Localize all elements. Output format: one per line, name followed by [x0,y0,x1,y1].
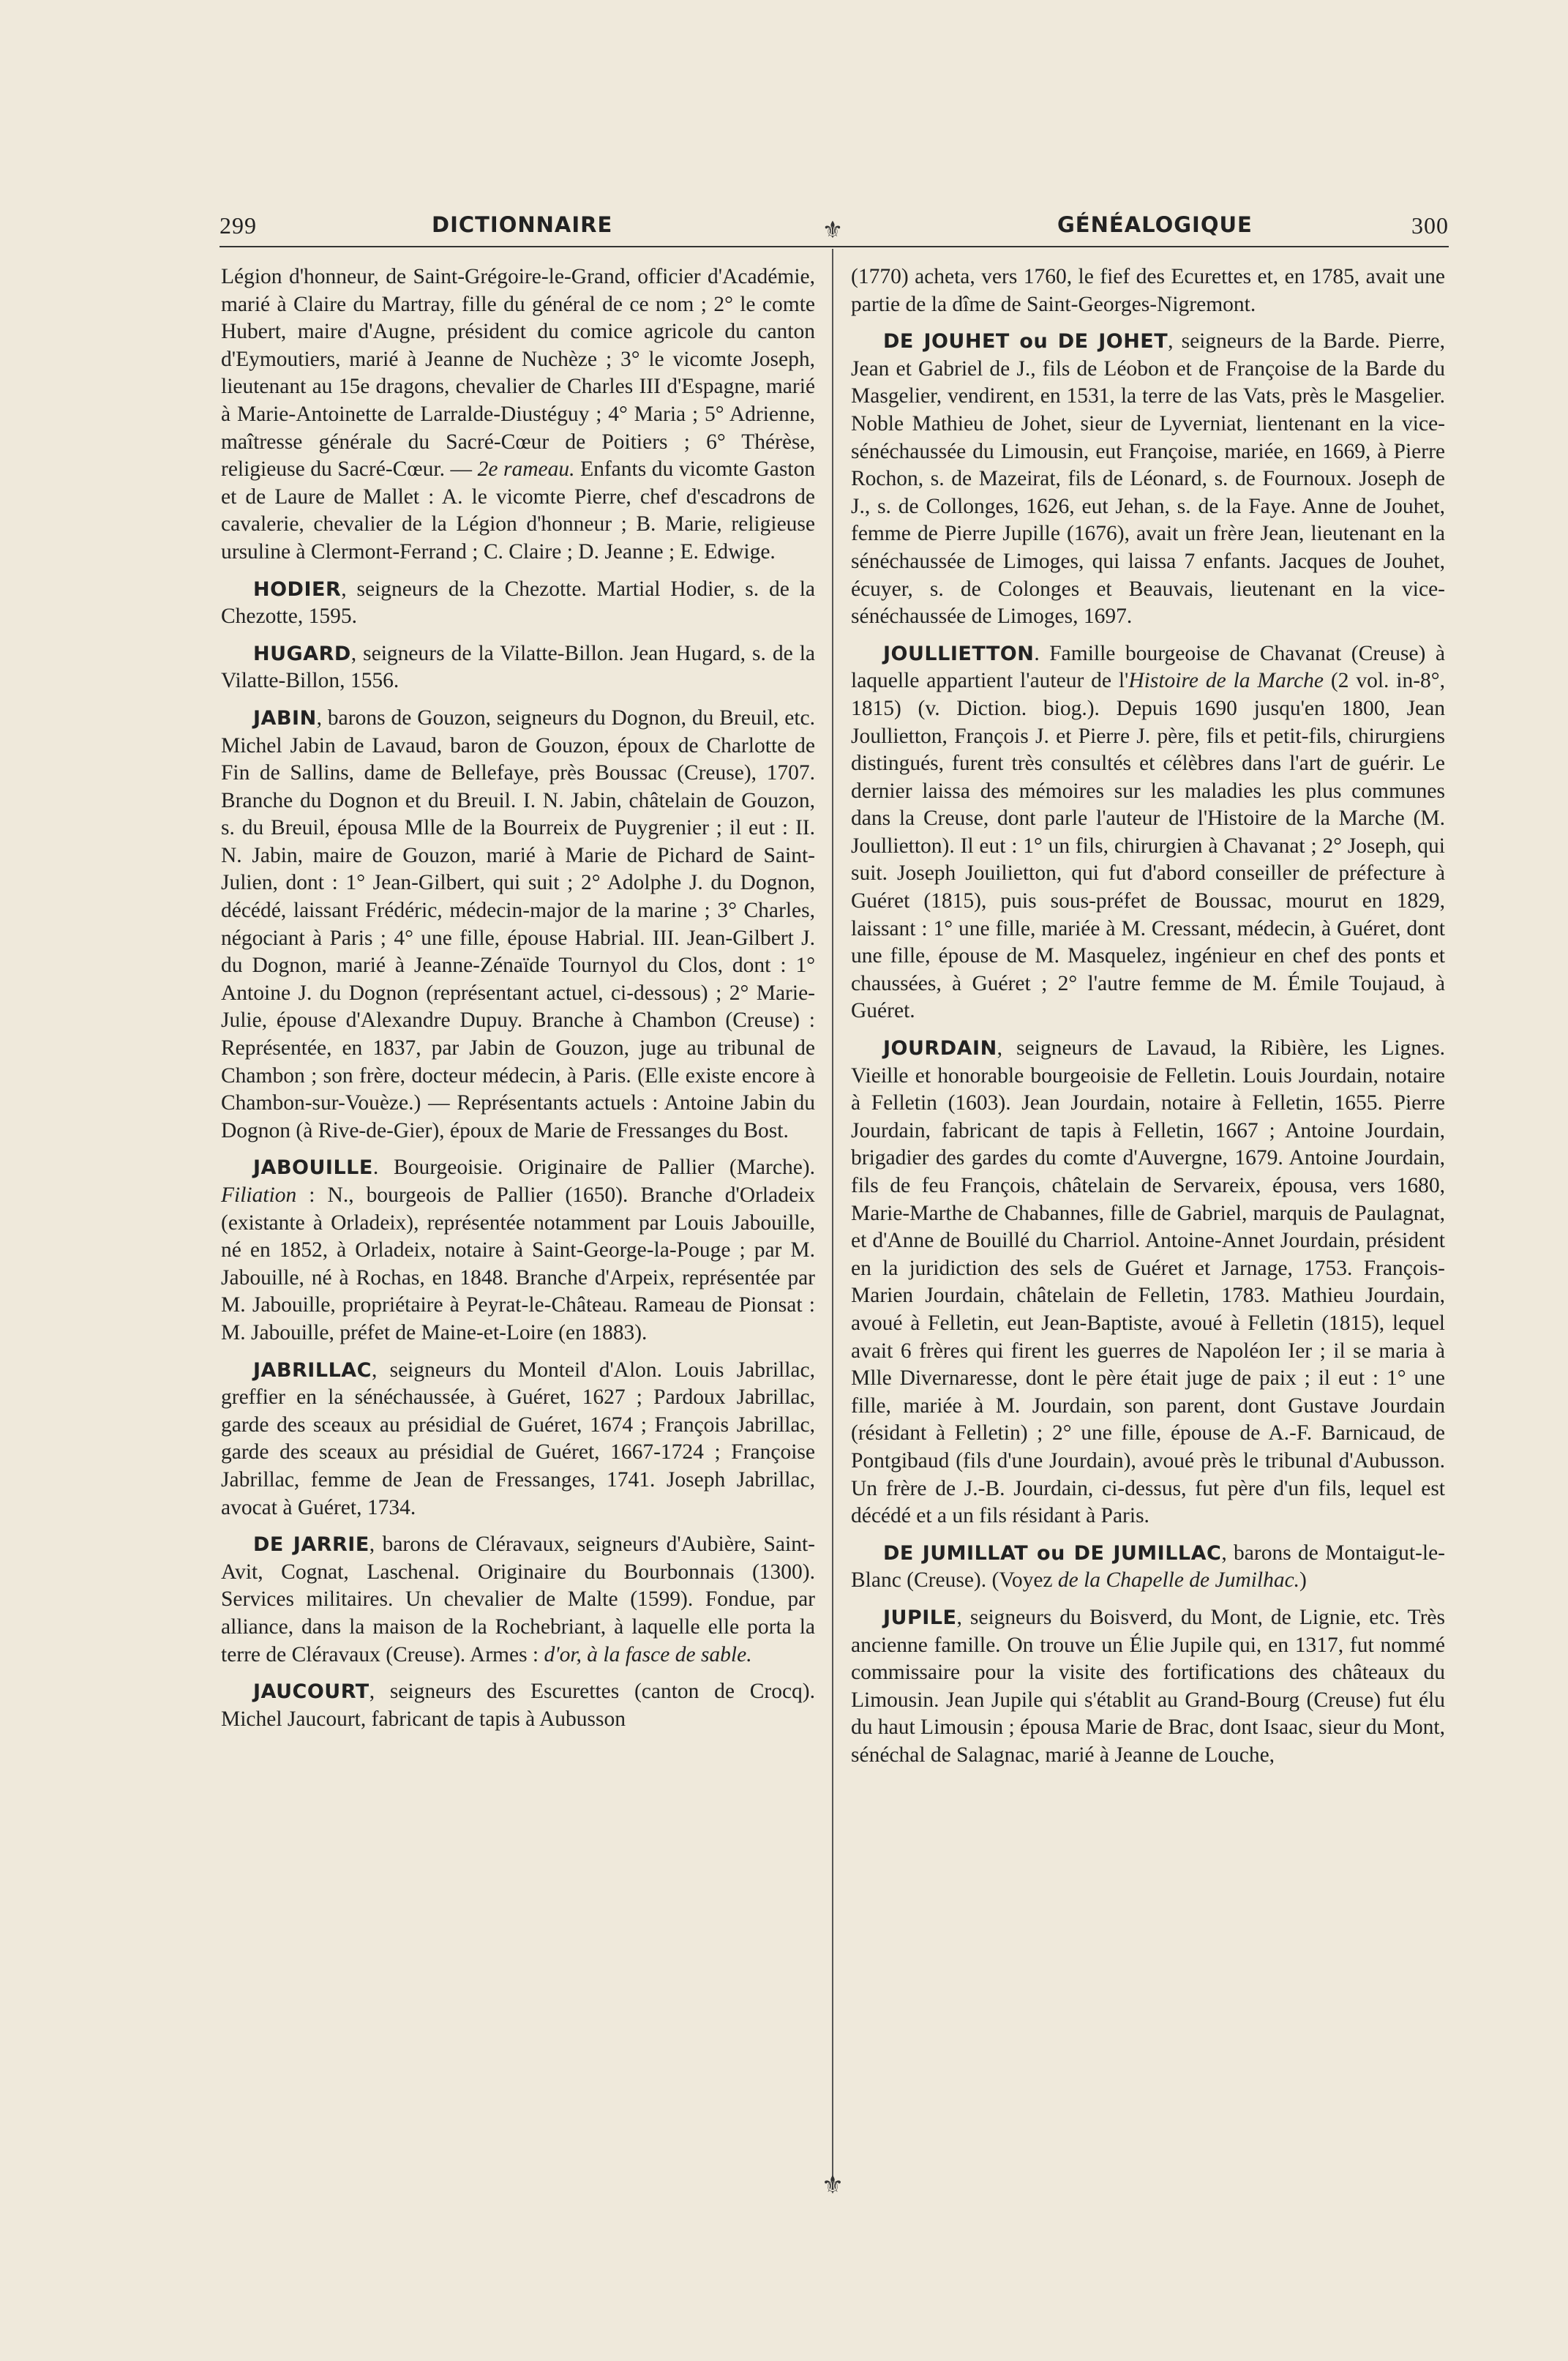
dictionary-entry [221,1357,815,1522]
entry-text: , seigneurs de la Chezotte. Martial Hodier, s. de la Chezotte, 1595. [221,577,815,629]
running-title-right: GÉNÉALOGIQUE [1057,212,1253,237]
bottom-ornament-icon: ⚜ [821,2171,844,2200]
entry-headword: JABRILLAC [253,1358,372,1382]
left-column [221,263,815,1743]
entry-italic-text: de la Chapelle de Jumilhac. [1057,1568,1300,1593]
entry-headword: DE JOUHET ou DE JOHET [883,330,1169,353]
entry-headword: JABOUILLE [253,1156,373,1180]
dictionary-entry [221,1154,815,1347]
fleur-de-lis-ornament-icon: ⚜ [822,216,844,244]
entry-italic-text: 2e rameau. [477,457,575,482]
entry-text: Légion d'honneur, de Saint-Grégoire-le-Grand, officier d'Académie, marié à Claire du Martray, fille du général de ce nom ; 2° le comte Hubert, maire d'Augne, président du comice agricole du canton d'Eymoutiers, marié à Jeanne de Nuchèze ; 3° le vicomte Joseph, lieutenant au 15e dragons, chevalier de Charles III d'Espagne, marié à Marie-Antoinette de Larralde-Diustéguy ; 4° Maria ; 5° Adrienne, maîtresse générale du Sacré-Cœur de Poitiers ; 6° Thérèse, religieuse du Sacré-Cœur. — [221,265,815,482]
entry-italic-text: Filiation [221,1183,297,1207]
page-number-left: 299 [220,212,257,239]
dictionary-entry [851,328,1445,631]
entry-text-tail: Enfants du vicomte Gaston et de Laure de Mallet : A. le vicomte Pierre, chef d'escadrons de cavalerie, chevalier de la Légion d'honneur ; B. Marie, religieuse ursuline à Clermont-Ferrand ; C. Claire ; D. Jeanne ; E. Edwige. [221,457,815,564]
running-title-left: DICTIONNAIRE [432,212,613,237]
dictionary-entry [851,1035,1445,1530]
entry-headword: HUGARD [253,642,351,665]
page-number-right: 300 [1411,212,1449,239]
entry-text: , seigneurs des Escurettes (canton de Crocq). Michel Jaucourt, fabricant de tapis à Aubusson [221,1680,815,1731]
entry-headword: JABIN [253,706,317,730]
entry-headword: DE JARRIE [253,1533,370,1557]
dictionary-entry [221,640,815,695]
dictionary-entry [221,1531,815,1669]
entry-text: , seigneurs du Boisverd, du Mont, de Lignie, etc. Très ancienne famille. On trouve un Élie Jupile qui, en 1317, fut nommé commissaire pour la visite des fortifications des châteaux du Limousin. Jean Jupile qui s'établit au Grand-Bourg (Creuse) fut élu du haut Limousin ; épousa Marie de Brac, dont Isaac, sieur du Mont, sénéchal de Salagnac, marié à Jeanne de Louche, [851,1605,1445,1767]
right-column [851,263,1445,1778]
entry-text: , seigneurs de la Barde. Pierre, Jean et Gabriel de J., fils de Léobon et de Françoise de la Barde du Masgelier, vendirent, en 1531, la terre de las Vats, près le Masgelier. Noble Mathieu de Johet, sieur de Lyverniat, lientenant en la vice-sénéchaussée du Limousin, eut Françoise, mariée, en 1669, à Pierre Rochon, s. de Mazeirat, fils de Léonard, s. de Fournoux. Joseph de J., s. de Collonges, 1626, eut Jehan, s. de la Faye. Anne de Jouhet, femme de Pierre Jupille (1676), avait un frère Jean, lieutenant en la sénéchaussée de Limoges, qui laissa 7 enfants. Jacques de Jouhet, écuyer, s. de Colonges et Beauvais, lieutenant en la vice-sénéchaussée de Limoges, 1697. [851,329,1445,629]
entry-text: , barons de Cléravaux, seigneurs d'Aubière, Saint-Avit, Cognat, Laschenal. Originaire du Bourbonnais (1300). Services militaires. Un chevalier de Malte (1599). Fondue, par alliance, dans la maison de la Rochebriant, à laquelle elle porta la terre de Cléravaux (Creuse). Armes : [221,1533,815,1666]
entry-headword: JUPILE [883,1606,957,1629]
entry-text-tail: : N., bourgeois de Pallier (1650). Branche d'Orladeix (existante à Orladeix), représentée notamment par Louis Jabouille, né en 1852, à Orladeix, notaire à Saint-George-la-Pouge ; par M. Jabouille, né à Rochas, en 1848. Branche d'Arpeix, représentée par M. Jabouille, propriétaire à Peyrat-le-Château. Rameau de Pionsat : M. Jabouille, préfet de Maine-et-Loire (en 1883). [221,1183,815,1344]
entry-headword: JAUCOURT [253,1680,370,1704]
dictionary-entry [221,576,815,631]
dictionary-entry [851,1540,1445,1595]
entry-headword: JOULLIETTON [883,642,1035,665]
entry-text: . Famille bourgeoise de Chavanat (Creuse) à laquelle appartient l'auteur de l' [851,641,1445,693]
entry-text: , barons de Gouzon, seigneurs du Dognon, du Breuil, etc. Michel Jabin de Lavaud, baron de Gouzon, époux de Charlotte de Fin de Sallins, dame de Bellefaye, près Boussac (Creuse), 1707. Branche du Dognon et du Breuil. I. N. Jabin, châtelain de Gouzon, s. du Breuil, épousa Mlle de la Bourreix de Puygrenier ; il eut : II. N. Jabin, maire de Gouzon, marié à Marie de Pichard de Saint-Julien, dont : 1° Jean-Gilbert, qui suit ; 2° Adolphe J. du Dognon, décédé, laissant Frédéric, médecin-major de la marine ; 3° Charles, négociant à Paris ; 4° une fille, épouse Habrial. III. Jean-Gilbert J. du Dognon, marié à Jeanne-Zénaïde Tournyol du Clos, dont : 1° Antoine J. du Dognon (représentant actuel, ci-dessous) ; 2° Marie-Julie, épouse d'Alexandre Dupuy. Branche à Chambon (Creuse) : Représentée, en 1837, par Jabin de Gouzon, juge au tribunal de Chambon ; son frère, docteur médecin, à Paris. (Elle existe encore à Chambon-sur-Vouèze.) — Représentants actuels : Antoine Jabin du Dognon (à Rive-de-Gier), époux de Marie de Fressanges du Bost. [221,706,815,1142]
entry-text: , seigneurs du Monteil d'Alon. Louis Jabrillac, greffier en la sénéchaussée, à Guéret, 1627 ; Pardoux Jabrillac, garde des sceaux au présidial de Guéret, 1674 ; François Jabrillac, garde des sceaux au présidial de Guéret, 1667-1724 ; Françoise Jabrillac, femme de Jean de Fressanges, 1741. Joseph Jabrillac, avocat à Guéret, 1734. [221,1358,815,1519]
header-rule [220,246,1449,247]
entry-text: . Bourgeoisie. Originaire de Pallier (Marche). [372,1156,815,1180]
dictionary-entry [851,640,1445,1025]
dictionary-entry [221,705,815,1145]
entry-text: , seigneurs de Lavaud, la Ribière, les Lignes. Vieille et honorable bourgeoisie de Felletin. Louis Jourdain, notaire à Felletin (1603). Jean Jourdain, notaire à Felletin, 1655. Pierre Jourdain, fabricant de tapis à Felletin, 1667 ; Antoine Jourdain, brigadier des gardes du comte d'Auvergne, 1679. Antoine Jourdain, fils de feu François, châtelain de Servareix, épousa, vers 1680, Marie-Marthe de Chabannes, fille de Gabriel, marquis de Paulagnat, et d'Anne de Bouillé du Charriol. Antoine-Annet Jourdain, président en la juridiction des sels de Guéret et Jarnage, 1753. François-Marien Jourdain, châtelain de Felletin, 1783. Mathieu Jourdain, avoué à Felletin, eut Jean-Baptiste, avoué à Felletin (1815), lequel avait 6 frères qui firent les guerres de Napoléon Ier ; il se maria à Mlle Divernaresse, dont le père était juge de paix ; il eut : 1° une fille, mariée à M. Jourdain, son parent, dont Gustave Jourdain (résidant à Felletin) ; 2° une fille, épouse de A.-F. Barnicaud, de Pontgibaud (fils d'une Jourdain), avoué près le tribunal d'Aubusson. Un frère de J.-B. Jourdain, ci-dessus, fut père d'un fils, lequel est décédé et a un fils résidant à Paris. [851,1036,1445,1528]
entry-text-tail: (2 vol. in-8°, 1815) (v. Diction. biog.). Depuis 1690 jusqu'en 1800, Jean Joullietton, François J. et Pierre J. père, fils et petit-fils, chirurgiens distingués, furent très consultés et célèbres dans l'art de guérir. Le dernier laissa des mémoires sur les maladies les plus communes dans la Creuse, dont parle l'auteur de l'Histoire de la Marche (M. Joullietton). Il eut : 1° un fils, chirurgien à Chavanat ; 2° Joseph, qui suit. Joseph Jouilietton, qui fut d'abord conseiller de préfecture à Guéret (1815), puis sous-préfet de Boussac, mourut en 1829, laissant : 1° une fille, mariée à M. Cressant, médecin, à Guéret, dont une fille, épouse de M. Masquelez, ingénieur en chef des ponts et chaussées, à Guéret ; 2° l'autre femme de M. Émile Toujaud, à Guéret. [851,669,1445,1023]
entry-italic-text: Histoire de la Marche [1128,669,1324,693]
entry-headword: JOURDAIN [883,1037,997,1060]
entry-headword: DE JUMILLAT ou DE JUMILLAC [883,1541,1222,1565]
column-divider [832,249,833,2181]
entry-text-tail: ) [1299,1568,1307,1593]
entry-headword: HODIER [253,577,342,601]
entry-italic-text: d'or, à la fasce de sable. [544,1642,752,1666]
entry-text: , barons de Montaigut-le-Blanc (Creuse). (Voyez [851,1541,1445,1593]
entry-text: , seigneurs de la Vilatte-Billon. Jean Hugard, s. de la Vilatte-Billon, 1556. [221,641,815,693]
dictionary-entry [851,1604,1445,1770]
dictionary-entry [221,1678,815,1733]
entry-text: (1770) acheta, vers 1760, le fief des Ecurettes et, en 1785, avait une partie de la dîme de Saint-Georges-Nigremont. [851,265,1445,316]
continued-entry [851,263,1445,318]
continued-entry [221,263,815,566]
